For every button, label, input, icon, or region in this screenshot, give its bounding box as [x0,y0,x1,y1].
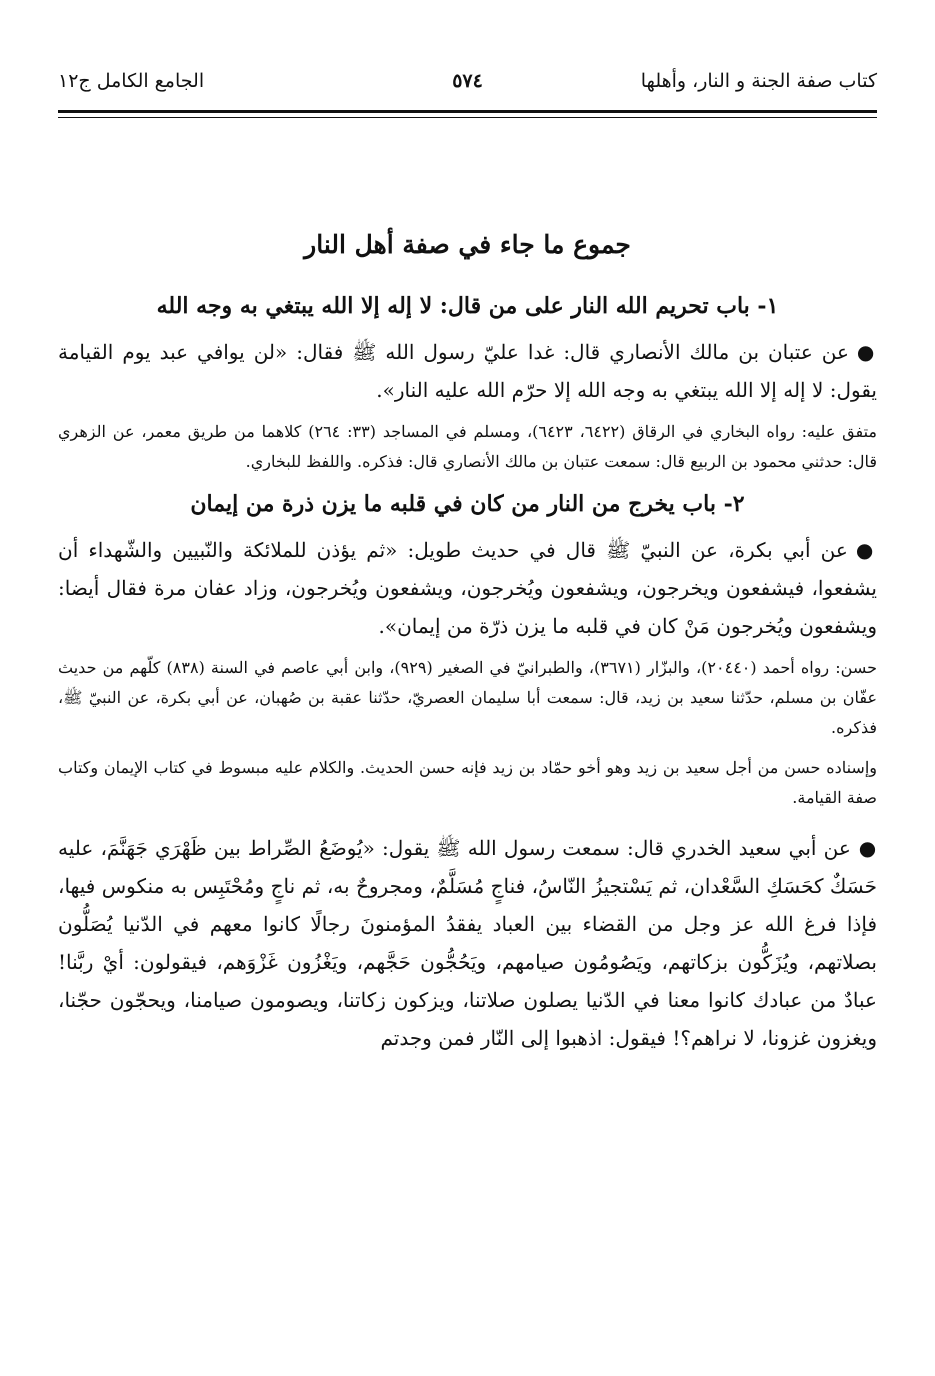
chapter-2-heading: ٢- باب يخرج من النار من كان في قلبه ما يزن ذرة من إيمان [190,491,745,517]
chapter-1-hadith-text: عن عتبان بن مالك الأنصاري قال: غدا عليّ رسول الله ﷺ فقال: «لن يوافي عبد يوم القيامة يقول: لا إله إلا الله يبتغي به وجه الله إلا حرّم الله عليه النار». [58,340,877,402]
bullet-icon: ● [855,538,878,562]
chapter-1-heading: ١- باب تحريم الله النار على من قال: لا إله إلا الله يبتغي به وجه الله [156,293,779,319]
page-content [58,225,877,1065]
chapter-1-hadith [58,333,877,409]
section-title: جموع ما جاء في صفة أهل النار [304,230,631,259]
header-collection: الجامع الكامل ج١٢ [58,70,205,92]
chapter-2-hadith-text: عن أبي بكرة، عن النبيّ ﷺ قال في حديث طويل: «ثم يؤذن للملائكة والنّبيين والشّهداء أن يشفعوا، فيشفعون ويخرجون، ويشفعون ويُخرجون، ويشفعون ويُخرجون، وزاد عفان مرة فقال أيضا: ويشفعون ويُخرجون مَنْ كان في قلبه ما يزن ذرّة من إيمان». [58,538,877,638]
chapter-2-hadith-2-text: عن أبي سعيد الخدري قال: سمعت رسول الله ﷺ يقول: «يُوضَعُ الصِّراط بين ظَهْرَي جَهَنَّمَ، عليه حَسَكٌ كحَسَكِ السَّعْدان، ثم يَسْتجيزُ النّاسُ، فناجٍ مُسَلَّمٌ، ومجروحٌ به، ثم ناجٍ ومُحْتَبِس به منكوس فيها، فإذا فرغ الله عز وجل من القضاء بين العباد يفقدُ المؤمنونَ رجالًا كانوا معهم في الدّنيا يُصَلُّون بصلاتهم، ويُزَكُّون بزكاتهم، ويَصُومُون صيامهم، ويَحُجُّون حَجَّهم، ويَغْزُون غَزْوَهم، فيقولون: أيْ ربَّنا! عبادٌ من عبادك كانوا معنا في الدّنيا يصلون صلاتنا، ويزكون زكاتنا، ويصومون صيامنا، ويحجّون حجّنا، ويغزون غزونا، لا نراهم؟! فيقول: اذهبوا إلى النّار فمن وجدتم [58,836,877,1050]
chapter-2-hadith [58,531,877,645]
page-number: ٥٧٤ [452,70,483,92]
chapter-2-hadith-2 [58,829,877,1057]
bullet-icon: ● [856,340,877,364]
header-book-title: كتاب صفة الجنة و النار، وأهلها [640,70,877,92]
bullet-icon: ● [858,836,877,860]
chapter-2-takhrij: حسن: رواه أحمد (٢٠٤٤٠)، والبزّار (٣٦٧١)، والطبرانيّ في الصغير (٩٢٩)، وابن أبي عاصم في السنة (٨٣٨) كلّهم من حديث عفّان بن مسلم، حدّثنا سعيد بن زيد، قال: سمعت أبا سليمان العصريّ، حدّثنا عقبة بن صُهبان، عن أبي بكرة، عن النبيّ ﷺ، فذكره. [58,658,878,737]
header-rule-thick [58,110,877,113]
chapter-2-note: وإسناده حسن من أجل سعيد بن زيد وهو أخو حمّاد بن زيد فإنه حسن الحديث. والكلام عليه مبسوط في كتاب الإيمان وكتاب صفة القيامة. [58,758,877,807]
running-header [58,70,877,104]
header-rule-thin [58,117,877,118]
chapter-1-takhrij: متفق عليه: رواه البخاري في الرقاق (٦٤٢٢، ٦٤٢٣)، ومسلم في المساجد (٣٣: ٢٦٤) كلاهما من طريق معمر، عن الزهري قال: حدثني محمود بن الربيع قال: سمعت عتبان بن مالك الأنصاري قال: فذكره. واللفظ للبخاري. [58,422,877,471]
